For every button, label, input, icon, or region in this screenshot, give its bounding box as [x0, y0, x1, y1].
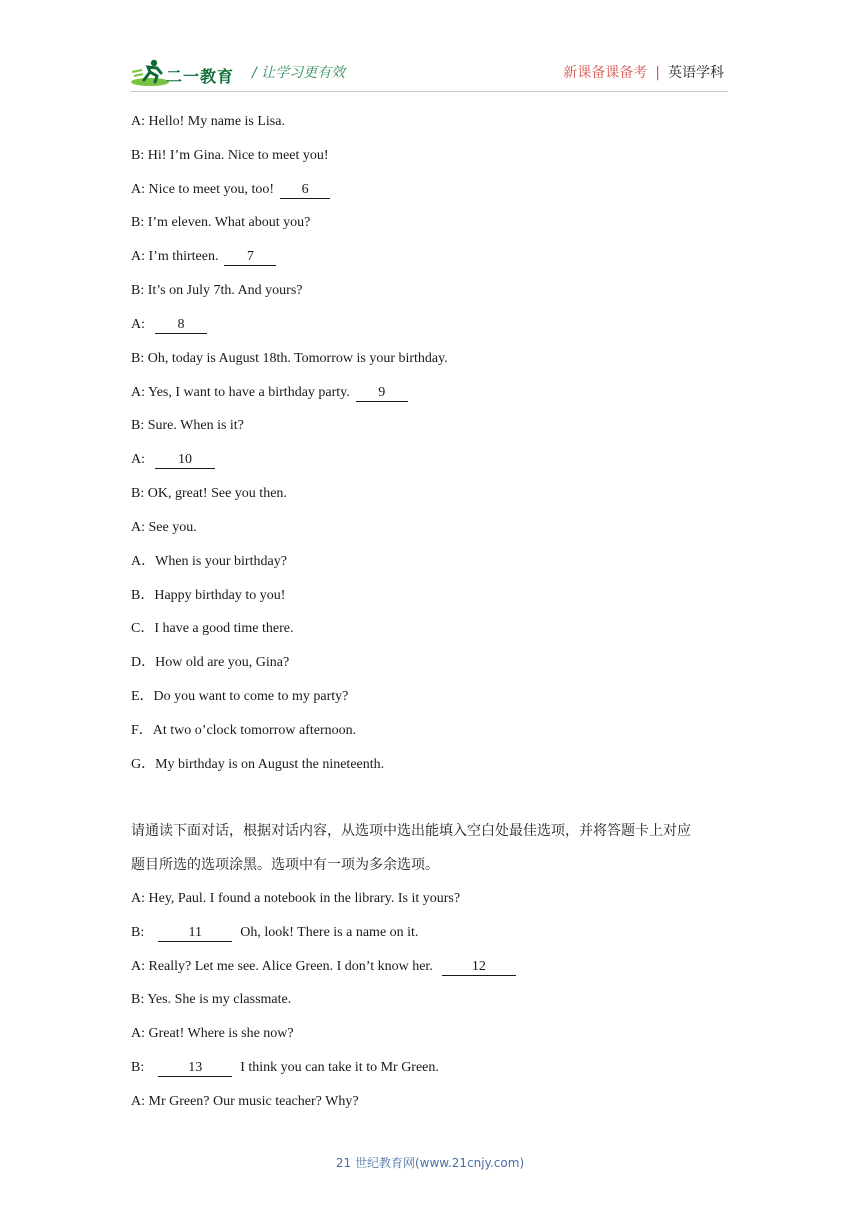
dialogue-line: A: Nice to meet you, too! 6 — [131, 181, 330, 199]
runner-logo-icon — [130, 58, 170, 88]
dialogue-line: A: Really? Let me see. Alice Green. I don’t know her. 12 — [131, 958, 516, 976]
page-footer[interactable]: 21 世纪教育网(www.21cnjy.com) — [335, 1156, 525, 1170]
header-course-label: 新课备课备考 — [563, 65, 648, 81]
header-divider — [130, 91, 728, 92]
answer-blank[interactable]: 9 — [356, 385, 408, 402]
answer-blank[interactable]: 7 — [224, 249, 276, 266]
option-item: G．My birthday is on August the nineteenth. — [131, 757, 385, 772]
dialogue-line: B: OK, great! See you then. — [131, 486, 287, 501]
dialogue-line: A: Yes, I want to have a birthday party. 9 — [131, 384, 408, 402]
dialogue-line: A: Great! Where is she now? — [131, 1026, 294, 1041]
option-item: E．Do you want to come to my party? — [131, 689, 349, 704]
answer-blank[interactable]: 12 — [442, 959, 516, 976]
option-item: C．I have a good time there. — [131, 621, 294, 636]
page-header — [130, 56, 728, 92]
dialogue-line: A: Hey, Paul. I found a notebook in the library. Is it yours? — [131, 891, 461, 906]
dialogue-line: B: 13 I think you can take it to Mr Green. — [131, 1060, 439, 1075]
header-separator: | — [655, 65, 660, 81]
answer-blank[interactable]: 6 — [280, 182, 330, 199]
dialogue-line: B: I’m eleven. What about you? — [131, 215, 311, 230]
option-item: A．When is your birthday? — [131, 554, 287, 569]
dialogue-line: B: 11 Oh, look! There is a name on it. — [131, 925, 419, 940]
slogan: / 让学习更有效 — [252, 65, 346, 81]
option-item: F．At two o’clock tomorrow afternoon. — [131, 723, 357, 738]
dialogue-line: A: I’m thirteen. 7 — [131, 248, 276, 266]
dialogue-line: A: See you. — [131, 520, 197, 535]
option-item: B．Happy birthday to you! — [131, 588, 286, 603]
option-item: D．How old are you, Gina? — [131, 655, 290, 670]
instructions-line: 请通读下面对话，根据对话内容，从选项中选出能填入空白处最佳选项，并将答题卡上对应 — [131, 823, 691, 839]
dialogue-line: B: Sure. When is it? — [131, 418, 244, 433]
dialogue-line: B: Yes. She is my classmate. — [131, 992, 292, 1007]
answer-blank[interactable]: 13 — [158, 1060, 232, 1077]
header-subject — [563, 62, 724, 82]
logo-text: 二一教育 — [166, 67, 235, 86]
answer-blank[interactable]: 10 — [155, 452, 215, 469]
dialogue-line: B: It’s on July 7th. And yours? — [131, 283, 303, 298]
answer-blank[interactable]: 8 — [155, 317, 207, 334]
instructions-line: 题目所选的选项涂黑。选项中有一项为多余选项。 — [131, 857, 439, 873]
dialogue-line: B: Oh, today is August 18th. Tomorrow is your birthday. — [131, 351, 448, 366]
dialogue-line: A: Mr Green? Our music teacher? Why? — [131, 1094, 359, 1109]
logo — [130, 58, 242, 88]
header-subject-label: 英语学科 — [668, 65, 724, 81]
dialogue-line: A: Hello! My name is Lisa. — [131, 114, 285, 129]
answer-blank[interactable]: 11 — [158, 925, 232, 942]
dialogue-line: A: 10 — [131, 451, 215, 469]
dialogue-line: A: 8 — [131, 316, 207, 334]
dialogue-line: B: Hi! I’m Gina. Nice to meet you! — [131, 148, 329, 163]
